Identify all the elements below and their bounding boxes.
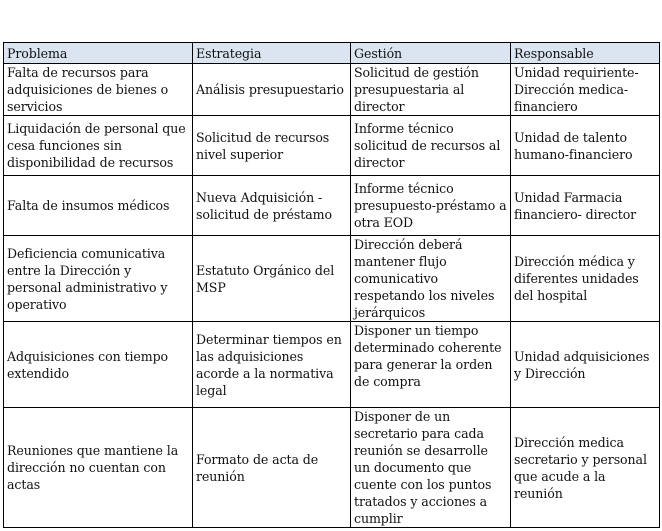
- cell-responsable: Unidad de talento humano-financiero: [511, 116, 660, 176]
- cell-responsable: Unidad adquisiciones y Dirección: [511, 322, 660, 408]
- table-row: [4, 236, 660, 322]
- header-gestion: Gestión: [351, 43, 511, 64]
- cell-responsable: Dirección médica y diferentes unidades del hospital: [511, 236, 660, 322]
- table-row: [4, 64, 660, 116]
- cell-problema: Reuniones que mantiene la dirección no cuentan con actas: [4, 408, 193, 528]
- cell-estrategia: Determinar tiempos en las adquisiciones acorde a la normativa legal: [193, 322, 351, 408]
- header-problema: Problema: [4, 43, 193, 64]
- cell-gestion: Solicitud de gestión presupuestaria al director: [351, 64, 511, 116]
- cell-responsable: Unidad requiriente- Dirección medica-financiero: [511, 64, 660, 116]
- table-row: [4, 408, 660, 528]
- cell-responsable: Unidad Farmacia financiero- director: [511, 176, 660, 236]
- cell-estrategia: Estatuto Orgánico del MSP: [193, 236, 351, 322]
- table-header: [4, 43, 660, 64]
- cell-gestion: Dirección deberá mantener flujo comunicativo respetando los niveles jerárquicos: [351, 236, 511, 322]
- cell-estrategia: Análisis presupuestario: [193, 64, 351, 116]
- cell-problema: Adquisiciones con tiempo extendido: [4, 322, 193, 408]
- table-body: [4, 64, 660, 528]
- cell-estrategia: Nueva Adquisición - solicitud de préstamo: [193, 176, 351, 236]
- table-row: [4, 176, 660, 236]
- table-row: [4, 116, 660, 176]
- cell-problema: Falta de recursos para adquisiciones de bienes o servicios: [4, 64, 193, 116]
- strategy-table: [3, 42, 660, 528]
- cell-estrategia: Solicitud de recursos nivel superior: [193, 116, 351, 176]
- header-estrategia: Estrategia: [193, 43, 351, 64]
- cell-problema: Falta de insumos médicos: [4, 176, 193, 236]
- header-row: [4, 43, 660, 64]
- table-row: [4, 322, 660, 408]
- cell-gestion: Informe técnico presupuesto-préstamo a otra EOD: [351, 176, 511, 236]
- cell-problema: Liquidación de personal que cesa funciones sin disponibilidad de recursos: [4, 116, 193, 176]
- cell-problema: Deficiencia comunicativa entre la Dirección y personal administrativo y operativo: [4, 236, 193, 322]
- cell-responsable: Dirección medica secretario y personal que acude a la reunión: [511, 408, 660, 528]
- header-responsable: Responsable: [511, 43, 660, 64]
- cell-estrategia: Formato de acta de reunión: [193, 408, 351, 528]
- cell-gestion: Informe técnico solicitud de recursos al director: [351, 116, 511, 176]
- cell-gestion: Disponer un tiempo determinado coherente para generar la orden de compra: [351, 322, 511, 408]
- cell-gestion: Disponer de un secretario para cada reunión se desarrolle un documento que cuente con los puntos tratados y acciones a cumplir: [351, 408, 511, 528]
